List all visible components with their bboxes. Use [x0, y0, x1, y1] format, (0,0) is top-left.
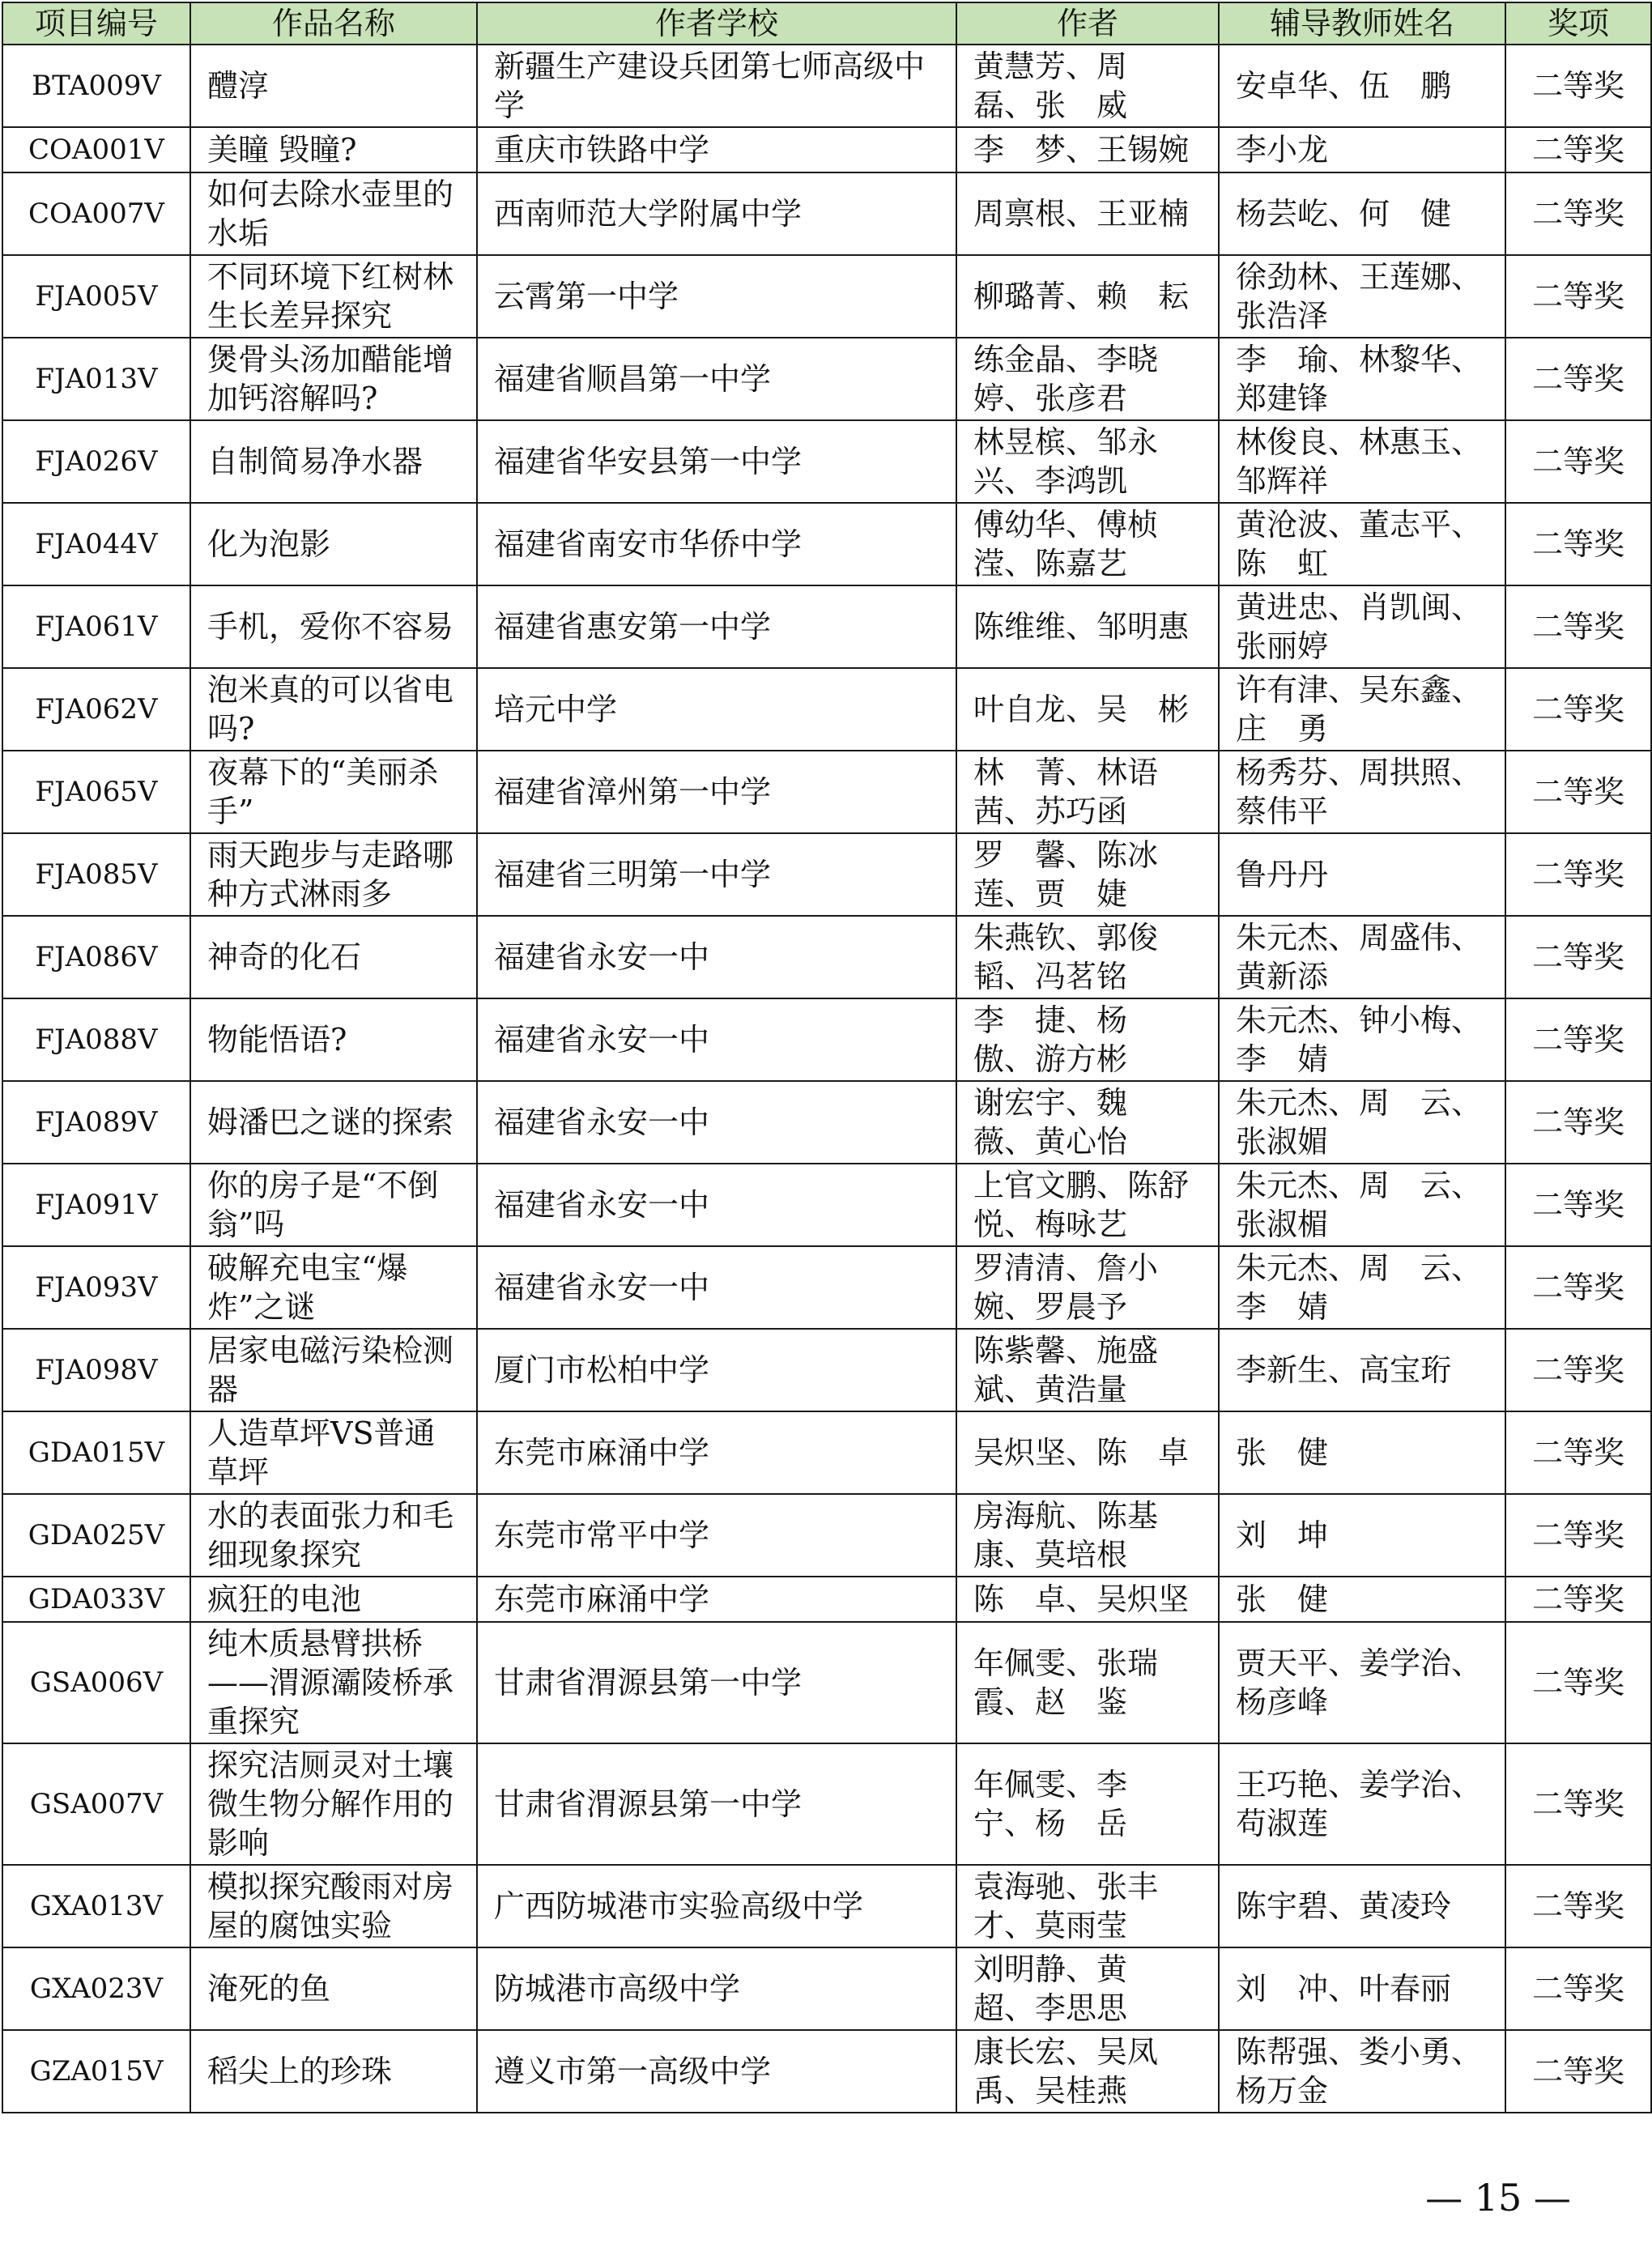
table-row: [2, 172, 1651, 255]
cell-project-id: FJA085V: [2, 833, 190, 916]
cell-authors: 谢宏宇、魏 薇、黄心怡: [956, 1081, 1219, 1164]
cell-school: 东莞市麻涌中学: [477, 1411, 956, 1494]
header-school: 作者学校: [477, 2, 956, 45]
cell-project-id: FJA086V: [2, 916, 190, 998]
cell-teachers: 林俊良、林惠玉、邹辉祥: [1219, 420, 1505, 503]
cell-teachers: 许有津、吴东鑫、庄 勇: [1219, 668, 1505, 751]
cell-work-title: 居家电磁污染检测器: [190, 1329, 477, 1411]
cell-teachers: 贾天平、姜学治、杨彦峰: [1219, 1622, 1505, 1743]
cell-school: 防城港市高级中学: [477, 1947, 956, 2030]
cell-school: 广西防城港市实验高级中学: [477, 1865, 956, 1947]
cell-award: 二等奖: [1505, 45, 1651, 127]
cell-teachers: 张 健: [1219, 1577, 1505, 1622]
cell-award: 二等奖: [1505, 127, 1651, 172]
cell-project-id: COA007V: [2, 172, 190, 255]
cell-teachers: 李小龙: [1219, 127, 1505, 172]
header-work-title: 作品名称: [190, 2, 477, 45]
cell-authors: 袁海驰、张丰才、莫雨莹: [956, 1865, 1219, 1947]
cell-teachers: 黄沧波、董志平、陈 虹: [1219, 503, 1505, 585]
cell-school: 甘肃省渭源县第一中学: [477, 1622, 956, 1743]
cell-project-id: BTA009V: [2, 45, 190, 127]
cell-teachers: 刘 冲、叶春丽: [1219, 1947, 1505, 2030]
cell-authors: 李 捷、杨 傲、游方彬: [956, 998, 1219, 1081]
table-row: [2, 1622, 1651, 1743]
cell-school: 遵义市第一高级中学: [477, 2030, 956, 2113]
cell-work-title: 姆潘巴之谜的探索: [190, 1081, 477, 1164]
cell-work-title: 不同环境下红树林生长差异探究: [190, 255, 477, 338]
cell-authors: 罗清清、詹小婉、罗晨予: [956, 1246, 1219, 1329]
cell-school: 福建省漳州第一中学: [477, 751, 956, 833]
cell-award: 二等奖: [1505, 1865, 1651, 1947]
table-row: [2, 1081, 1651, 1164]
cell-award: 二等奖: [1505, 1743, 1651, 1865]
cell-teachers: 黄进忠、肖凯闽、张丽婷: [1219, 585, 1505, 668]
table-row: [2, 998, 1651, 1081]
cell-authors: 刘明静、黄 超、李思思: [956, 1947, 1219, 2030]
cell-project-id: FJA061V: [2, 585, 190, 668]
cell-teachers: 陈帮强、娄小勇、杨万金: [1219, 2030, 1505, 2113]
table-row: [2, 1329, 1651, 1411]
table-row: [2, 1577, 1651, 1622]
cell-project-id: FJA013V: [2, 338, 190, 420]
table-row: [2, 916, 1651, 998]
cell-award: 二等奖: [1505, 668, 1651, 751]
cell-teachers: 徐劲林、王莲娜、张浩泽: [1219, 255, 1505, 338]
cell-project-id: GXA013V: [2, 1865, 190, 1947]
cell-authors: 康长宏、吴凤禹、吴桂燕: [956, 2030, 1219, 2113]
cell-authors: 傅幼华、傅桢滢、陈嘉艺: [956, 503, 1219, 585]
cell-award: 二等奖: [1505, 1622, 1651, 1743]
cell-project-id: FJA089V: [2, 1081, 190, 1164]
cell-authors: 练金晶、李晓婷、张彦君: [956, 338, 1219, 420]
cell-award: 二等奖: [1505, 1577, 1651, 1622]
cell-project-id: FJA093V: [2, 1246, 190, 1329]
cell-work-title: 化为泡影: [190, 503, 477, 585]
table-row: [2, 503, 1651, 585]
cell-award: 二等奖: [1505, 916, 1651, 998]
table-row: [2, 668, 1651, 751]
cell-school: 福建省顺昌第一中学: [477, 338, 956, 420]
cell-school: 福建省永安一中: [477, 998, 956, 1081]
cell-school: 福建省永安一中: [477, 1164, 956, 1246]
cell-work-title: 纯木质悬臂拱桥——渭源灞陵桥承重探究: [190, 1622, 477, 1743]
cell-work-title: 稻尖上的珍珠: [190, 2030, 477, 2113]
cell-teachers: 陈宇碧、黄凌玲: [1219, 1865, 1505, 1947]
cell-work-title: 泡米真的可以省电吗?: [190, 668, 477, 751]
cell-project-id: FJA062V: [2, 668, 190, 751]
cell-school: 福建省永安一中: [477, 1246, 956, 1329]
cell-teachers: 朱元杰、周盛伟、黄新添: [1219, 916, 1505, 998]
cell-authors: 林昱槟、邹永兴、李鸿凯: [956, 420, 1219, 503]
cell-school: 东莞市麻涌中学: [477, 1577, 956, 1622]
cell-award: 二等奖: [1505, 1329, 1651, 1411]
cell-award: 二等奖: [1505, 1081, 1651, 1164]
cell-award: 二等奖: [1505, 503, 1651, 585]
table-row: [2, 1743, 1651, 1865]
cell-project-id: FJA098V: [2, 1329, 190, 1411]
cell-authors: 林 菁、林语茜、苏巧函: [956, 751, 1219, 833]
cell-teachers: 安卓华、伍 鹏: [1219, 45, 1505, 127]
cell-award: 二等奖: [1505, 420, 1651, 503]
cell-school: 福建省永安一中: [477, 1081, 956, 1164]
cell-school: 新疆生产建设兵团第七师高级中学: [477, 45, 956, 127]
table-row: [2, 1865, 1651, 1947]
cell-work-title: 你的房子是“不倒翁”吗: [190, 1164, 477, 1246]
cell-project-id: GXA023V: [2, 1947, 190, 2030]
cell-project-id: GSA006V: [2, 1622, 190, 1743]
cell-school: 福建省永安一中: [477, 916, 956, 998]
cell-project-id: FJA065V: [2, 751, 190, 833]
cell-authors: 朱燕钦、郭俊韬、冯茗铭: [956, 916, 1219, 998]
cell-project-id: GDA033V: [2, 1577, 190, 1622]
cell-award: 二等奖: [1505, 172, 1651, 255]
cell-teachers: 鲁丹丹: [1219, 833, 1505, 916]
table-row: [2, 1411, 1651, 1494]
table-row: [2, 1246, 1651, 1329]
cell-teachers: 朱元杰、钟小梅、李 婧: [1219, 998, 1505, 1081]
awards-table: [2, 2, 1652, 2113]
cell-authors: 李 梦、王锡婉: [956, 127, 1219, 172]
cell-teachers: 朱元杰、周 云、李 婧: [1219, 1246, 1505, 1329]
cell-authors: 年佩雯、张瑞霞、赵 鉴: [956, 1622, 1219, 1743]
cell-work-title: 人造草坪VS普通草坪: [190, 1411, 477, 1494]
cell-teachers: 朱元杰、周 云、张淑媚: [1219, 1081, 1505, 1164]
cell-teachers: 张 健: [1219, 1411, 1505, 1494]
cell-work-title: 醴淳: [190, 45, 477, 127]
table-row: [2, 338, 1651, 420]
cell-project-id: FJA044V: [2, 503, 190, 585]
cell-award: 二等奖: [1505, 338, 1651, 420]
cell-project-id: COA001V: [2, 127, 190, 172]
cell-school: 培元中学: [477, 668, 956, 751]
cell-teachers: 朱元杰、周 云、张淑楣: [1219, 1164, 1505, 1246]
cell-school: 西南师范大学附属中学: [477, 172, 956, 255]
cell-school: 云霄第一中学: [477, 255, 956, 338]
cell-project-id: GDA025V: [2, 1494, 190, 1577]
cell-work-title: 自制简易净水器: [190, 420, 477, 503]
page-number: — 15 —: [1425, 2176, 1571, 2220]
cell-school: 福建省南安市华侨中学: [477, 503, 956, 585]
table-row: [2, 45, 1651, 127]
cell-project-id: FJA088V: [2, 998, 190, 1081]
table-row: [2, 1494, 1651, 1577]
header-teachers: 辅导教师姓名: [1219, 2, 1505, 45]
table-row: [2, 585, 1651, 668]
cell-authors: 陈紫馨、施盛斌、黄浩量: [956, 1329, 1219, 1411]
cell-authors: 年佩雯、李 宁、杨 岳: [956, 1743, 1219, 1865]
cell-project-id: GDA015V: [2, 1411, 190, 1494]
cell-teachers: 杨芸屹、何 健: [1219, 172, 1505, 255]
header-authors: 作者: [956, 2, 1219, 45]
table-row: [2, 2030, 1651, 2113]
cell-teachers: 刘 坤: [1219, 1494, 1505, 1577]
cell-work-title: 物能悟语?: [190, 998, 477, 1081]
cell-award: 二等奖: [1505, 255, 1651, 338]
cell-award: 二等奖: [1505, 833, 1651, 916]
cell-award: 二等奖: [1505, 2030, 1651, 2113]
cell-project-id: GZA015V: [2, 2030, 190, 2113]
cell-award: 二等奖: [1505, 585, 1651, 668]
table-row: [2, 255, 1651, 338]
table-row: [2, 751, 1651, 833]
cell-project-id: GSA007V: [2, 1743, 190, 1865]
cell-work-title: 如何去除水壶里的水垢: [190, 172, 477, 255]
cell-teachers: 李新生、高宝珩: [1219, 1329, 1505, 1411]
cell-work-title: 模拟探究酸雨对房屋的腐蚀实验: [190, 1865, 477, 1947]
cell-authors: 上官文鹏、陈舒悦、梅咏艺: [956, 1164, 1219, 1246]
table-row: [2, 1947, 1651, 2030]
cell-work-title: 美瞳 毁瞳?: [190, 127, 477, 172]
cell-work-title: 夜幕下的“美丽杀手”: [190, 751, 477, 833]
cell-work-title: 探究洁厕灵对土壤微生物分解作用的影响: [190, 1743, 477, 1865]
cell-award: 二等奖: [1505, 1246, 1651, 1329]
cell-authors: 陈 卓、吴炽坚: [956, 1577, 1219, 1622]
cell-school: 甘肃省渭源县第一中学: [477, 1743, 956, 1865]
cell-authors: 周禀根、王亚楠: [956, 172, 1219, 255]
cell-school: 厦门市松柏中学: [477, 1329, 956, 1411]
cell-authors: 罗 馨、陈冰莲、贾 婕: [956, 833, 1219, 916]
cell-work-title: 淹死的鱼: [190, 1947, 477, 2030]
cell-authors: 吴炽坚、陈 卓: [956, 1411, 1219, 1494]
cell-award: 二等奖: [1505, 998, 1651, 1081]
cell-award: 二等奖: [1505, 1164, 1651, 1246]
cell-award: 二等奖: [1505, 1411, 1651, 1494]
cell-teachers: 杨秀芬、周拱照、蔡伟平: [1219, 751, 1505, 833]
cell-project-id: FJA026V: [2, 420, 190, 503]
cell-award: 二等奖: [1505, 1947, 1651, 2030]
cell-teachers: 李 瑜、林黎华、郑建锋: [1219, 338, 1505, 420]
table-body: [2, 45, 1651, 2113]
header-project-id: 项目编号: [2, 2, 190, 45]
cell-authors: 叶自龙、吴 彬: [956, 668, 1219, 751]
cell-project-id: FJA005V: [2, 255, 190, 338]
header-award: 奖项: [1505, 2, 1651, 45]
cell-work-title: 疯狂的电池: [190, 1577, 477, 1622]
cell-school: 重庆市铁路中学: [477, 127, 956, 172]
cell-project-id: FJA091V: [2, 1164, 190, 1246]
cell-authors: 柳璐菁、赖 耘: [956, 255, 1219, 338]
table-row: [2, 1164, 1651, 1246]
table-row: [2, 833, 1651, 916]
cell-school: 东莞市常平中学: [477, 1494, 956, 1577]
table-row: [2, 420, 1651, 503]
cell-work-title: 神奇的化石: [190, 916, 477, 998]
header-row: [2, 2, 1651, 45]
table-row: [2, 127, 1651, 172]
cell-work-title: 破解充电宝“爆炸”之谜: [190, 1246, 477, 1329]
cell-school: 福建省华安县第一中学: [477, 420, 956, 503]
cell-authors: 黄慧芳、周 磊、张 威: [956, 45, 1219, 127]
cell-school: 福建省惠安第一中学: [477, 585, 956, 668]
cell-award: 二等奖: [1505, 1494, 1651, 1577]
cell-work-title: 水的表面张力和毛细现象探究: [190, 1494, 477, 1577]
cell-teachers: 王巧艳、姜学治、苟淑莲: [1219, 1743, 1505, 1865]
cell-school: 福建省三明第一中学: [477, 833, 956, 916]
table-header: [2, 2, 1651, 45]
cell-award: 二等奖: [1505, 751, 1651, 833]
cell-work-title: 雨天跑步与走路哪种方式淋雨多: [190, 833, 477, 916]
cell-work-title: 手机，爱你不容易: [190, 585, 477, 668]
cell-authors: 陈维维、邹明惠: [956, 585, 1219, 668]
cell-work-title: 煲骨头汤加醋能增加钙溶解吗?: [190, 338, 477, 420]
cell-authors: 房海航、陈基康、莫培根: [956, 1494, 1219, 1577]
